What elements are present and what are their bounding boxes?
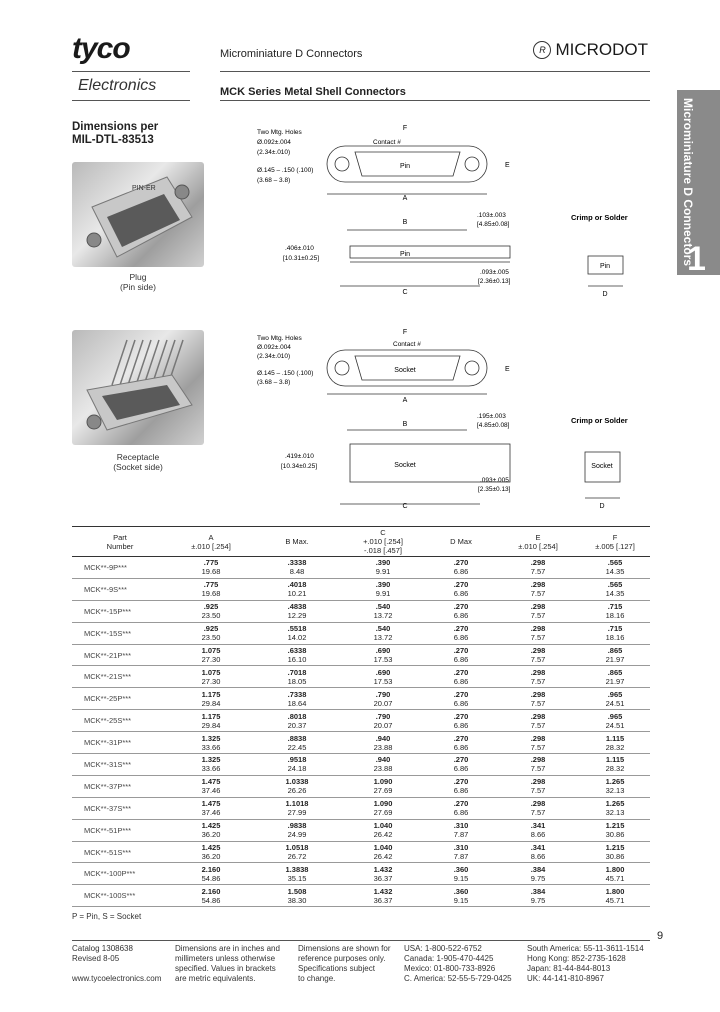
table-row — [72, 710, 650, 732]
cell-f: 1.800 45.71 — [605, 886, 625, 905]
footer-units-note: Dimensions are in inches and millimeters unless otherwise specified. Values in brackets are metric equivalents. — [175, 944, 280, 983]
table-row — [72, 688, 650, 710]
plug-side-label: Pin — [399, 251, 411, 258]
table-row — [72, 863, 650, 885]
receptacle-dim1: .195±.003 — [477, 413, 506, 420]
cell-part: MCK**-51P*** — [84, 825, 132, 835]
cell-e: .298 7.57 — [530, 580, 546, 599]
receptacle-holes-1: Two Mtg. Holes — [257, 335, 302, 342]
cell-f: 1.265 32.13 — [605, 777, 625, 796]
cell-c: .540 13.72 — [373, 624, 393, 643]
cell-d: .360 9.15 — [453, 886, 469, 905]
cell-d: .270 6.86 — [453, 602, 469, 621]
cell-part: MCK**-31S*** — [84, 759, 132, 769]
receptacle-caption-line2: (Socket side) — [113, 462, 163, 472]
cell-e: .298 7.57 — [530, 799, 546, 818]
footer-reference-note: Dimensions are shown for reference purposes only. Specifications subject to change. — [298, 944, 391, 983]
plug-dim1-metric: [4.85±0.08] — [477, 221, 510, 228]
receptacle-photo-graphic — [72, 330, 204, 445]
cell-a: .775 19.68 — [201, 580, 221, 599]
receptacle-dim-A: A — [402, 397, 408, 404]
series-title: MCK Series Metal Shell Connectors — [220, 86, 406, 98]
header-f: F ±.005 [.127] — [595, 532, 635, 551]
cell-b: .5518 14.02 — [287, 624, 307, 643]
cell-c: 1.090 27.69 — [373, 799, 393, 818]
logo-divider-lower — [72, 100, 190, 101]
cell-part: MCK**-31P*** — [84, 738, 132, 748]
plug-dim2-metric: [10.31±0.25] — [283, 255, 320, 262]
plug-caption-line1: Plug — [129, 272, 147, 282]
plug-dim3-metric: [2.36±0.13] — [478, 278, 511, 285]
plug-holes-2: Ø.092±.004 — [257, 139, 291, 146]
cell-e: .298 7.57 — [530, 711, 546, 730]
category-title: Microminiature D Connectors — [220, 48, 363, 60]
plug-holes-4: Ø.145 – .150 (.100) — [257, 167, 314, 174]
plug-dim-E: E — [505, 162, 510, 169]
cell-b: 1.0518 26.72 — [285, 843, 309, 862]
cell-f: 1.215 30.86 — [605, 821, 625, 840]
cell-b: .4838 12.29 — [287, 602, 307, 621]
cell-a: 2.160 54.86 — [201, 864, 221, 883]
cell-e: .341 8.66 — [530, 821, 546, 840]
plug-holes-1: Two Mtg. Holes — [257, 129, 302, 136]
plug-dim-D: D — [602, 291, 608, 298]
cell-f: 1.115 28.32 — [605, 755, 625, 774]
cell-b: .8838 22.45 — [287, 733, 307, 752]
dimensions-title-line1: Dimensions per — [72, 121, 159, 133]
table-row — [72, 819, 650, 841]
plug-drawing — [255, 118, 675, 303]
cell-f: .715 18.16 — [605, 624, 625, 643]
footer-contacts-americas: USA: 1-800-522-6752 Canada: 1-905-470-4425 Mexico: 01-800-733-8926 C. America: 52-55-5-729-0425 — [404, 944, 512, 983]
cell-part: MCK**-21P*** — [84, 650, 132, 660]
cell-b: 1.0338 26.26 — [285, 777, 309, 796]
plug-photo-graphic — [72, 162, 204, 267]
plug-dim-C: C — [402, 289, 408, 296]
cell-part: MCK**-15P*** — [84, 606, 132, 616]
table-header-row — [72, 527, 650, 557]
cell-a: 1.175 29.84 — [201, 689, 221, 708]
plug-dim1: .103±.003 — [477, 212, 506, 219]
receptacle-caption-line1: Receptacle — [116, 452, 160, 462]
header-e: E ±.010 [.254] — [518, 532, 558, 551]
cell-c: .790 20.07 — [373, 711, 393, 730]
cell-b: .4018 10.21 — [287, 580, 307, 599]
cell-c: 1.090 27.69 — [373, 777, 393, 796]
plug-holes-3: (2.34±.010) — [257, 149, 291, 156]
cell-e: .298 7.57 — [530, 755, 546, 774]
table-row — [72, 557, 650, 579]
microdot-brand-text: MICRODOT — [555, 40, 648, 59]
cell-part: MCK**-15S*** — [84, 628, 132, 638]
cell-f: .865 21.97 — [605, 646, 625, 664]
microdot-mark-icon: R — [533, 41, 551, 59]
header-a: A ±.010 [.254] — [191, 532, 231, 551]
cell-b: .3338 8.48 — [287, 558, 307, 577]
header-divider — [220, 71, 650, 72]
footer-divider — [72, 940, 650, 941]
cell-f: .965 24.51 — [605, 689, 625, 708]
cell-e: .298 7.57 — [530, 646, 546, 664]
receptacle-dim3: .093±.005 — [480, 477, 509, 484]
cell-c: .690 17.53 — [373, 646, 393, 664]
cell-d: .310 7.87 — [453, 821, 469, 840]
cell-f: .565 14.35 — [605, 580, 625, 599]
table-row — [72, 578, 650, 600]
table-row — [72, 732, 650, 754]
receptacle-dim-E: E — [505, 366, 510, 373]
table-row — [72, 600, 650, 622]
cell-f: .865 21.97 — [605, 667, 625, 686]
cell-b: 1.1018 27.99 — [285, 799, 309, 818]
cell-a: 1.325 33.66 — [201, 755, 221, 774]
header-part: Part Number — [106, 532, 134, 551]
cell-a: 1.325 33.66 — [201, 733, 221, 752]
header-d: D Max — [450, 537, 472, 546]
cell-f: 1.215 30.86 — [605, 843, 625, 862]
cell-part: MCK**-9S*** — [84, 584, 127, 594]
plug-detail-title: Crimp or Solder — [571, 213, 628, 222]
cell-a: .925 23.50 — [201, 602, 221, 621]
dimensions-title-line2: MIL-DTL-83513 — [72, 134, 154, 146]
cell-b: .7018 18.05 — [287, 667, 307, 686]
cell-c: 1.432 36.37 — [373, 886, 393, 905]
plug-dim-B: B — [402, 219, 408, 226]
cell-c: .390 9.91 — [375, 558, 391, 577]
cell-e: .384 9.75 — [530, 886, 546, 905]
table-row — [72, 666, 650, 688]
cell-e: .298 7.57 — [530, 602, 546, 621]
plug-face-label: Pin — [399, 163, 411, 170]
receptacle-detail-title: Crimp or Solder — [571, 416, 628, 425]
cell-a: 1.075 27.30 — [201, 667, 221, 686]
logo-divider — [72, 71, 190, 72]
table-row — [72, 775, 650, 797]
receptacle-caption — [72, 452, 204, 472]
series-divider — [220, 100, 650, 101]
cell-c: 1.040 26.42 — [373, 821, 393, 840]
cell-d: .270 6.86 — [453, 777, 469, 796]
dimensions-table — [72, 526, 650, 907]
cell-e: .384 9.75 — [530, 864, 546, 883]
header-b: B Max. — [285, 537, 309, 546]
cell-f: 1.265 32.13 — [605, 799, 625, 818]
footer-catalog: Catalog 1308638 Revised 8-05 www.tycoelectronics.com — [72, 944, 162, 983]
table-note: P = Pin, S = Socket — [72, 912, 142, 921]
cell-d: .270 6.86 — [453, 580, 469, 599]
side-tab — [677, 90, 720, 278]
table-row — [72, 841, 650, 863]
cell-b: .8018 20.37 — [287, 711, 307, 730]
receptacle-dim-B: B — [402, 421, 408, 428]
page-number: 9 — [657, 930, 664, 942]
cell-a: 1.475 37.46 — [201, 777, 221, 796]
cell-c: .790 20.07 — [373, 689, 393, 708]
plug-dim-F: F — [402, 125, 408, 132]
receptacle-drawing — [255, 322, 675, 512]
footer-website-link[interactable]: www.tycoelectronics.com — [72, 974, 162, 983]
cell-a: 1.425 36.20 — [201, 843, 221, 862]
receptacle-dim-F: F — [402, 329, 408, 336]
cell-part: MCK**-25P*** — [84, 694, 132, 704]
cell-b: 1.508 38.30 — [287, 886, 307, 905]
plug-contact-label: Contact # — [373, 139, 401, 146]
cell-e: .298 7.57 — [530, 733, 546, 752]
cell-part: MCK**-51S*** — [84, 847, 132, 857]
cell-f: 1.800 45.71 — [605, 864, 625, 883]
receptacle-contact-label: Contact # — [393, 341, 421, 348]
cell-b: .6338 16.10 — [287, 646, 307, 664]
cell-c: .940 23.88 — [373, 733, 393, 752]
receptacle-dim3-metric: [2.35±0.13] — [478, 486, 511, 493]
table-row — [72, 885, 650, 907]
dimensions-table-grid — [72, 526, 650, 907]
cell-d: .270 6.86 — [453, 689, 469, 708]
receptacle-dim2: .419±.010 — [285, 453, 314, 460]
side-tab-text: Microminiature D Connectors — [681, 98, 695, 267]
cell-e: .298 7.57 — [530, 667, 546, 686]
plug-caption-line2: (Pin side) — [120, 282, 156, 292]
cell-part: MCK**-100S*** — [84, 891, 136, 901]
cell-b: .9838 24.99 — [287, 821, 307, 840]
plug-dim3: .093±.005 — [480, 269, 509, 276]
cell-d: .270 6.86 — [453, 646, 469, 664]
cell-e: .298 7.57 — [530, 689, 546, 708]
dimensions-title — [72, 121, 158, 147]
receptacle-dim1-metric: [4.85±0.08] — [477, 422, 510, 429]
cell-part: MCK**-37S*** — [84, 803, 132, 813]
plug-photo-label: PIN-ER — [132, 185, 156, 192]
receptacle-holes-4: Ø.145 – .150 (.100) — [257, 370, 314, 377]
plug-holes-5: (3.68 – 3.8) — [257, 177, 291, 184]
cell-a: 1.425 36.20 — [201, 821, 221, 840]
cell-d: .270 6.86 — [453, 558, 469, 577]
cell-part: MCK**-25S*** — [84, 716, 132, 726]
cell-b: .9518 24.18 — [287, 755, 307, 774]
cell-c: 1.040 26.42 — [373, 843, 393, 862]
cell-d: .310 7.87 — [453, 843, 469, 862]
cell-d: .270 6.86 — [453, 799, 469, 818]
cell-c: .540 13.72 — [373, 602, 393, 621]
cell-c: .940 23.88 — [373, 755, 393, 774]
cell-a: .775 19.68 — [201, 558, 221, 577]
table-row — [72, 754, 650, 776]
plug-caption — [72, 272, 204, 292]
cell-c: .690 17.53 — [373, 667, 393, 686]
cell-d: .360 9.15 — [453, 864, 469, 883]
receptacle-dim-D: D — [599, 503, 605, 510]
cell-f: .965 24.51 — [605, 711, 625, 730]
table-row — [72, 797, 650, 819]
cell-d: .270 6.86 — [453, 755, 469, 774]
receptacle-dim2-metric: [10.34±0.25] — [281, 463, 318, 470]
cell-f: .715 18.16 — [605, 602, 625, 621]
header-c: C +.010 [.254] -.018 [.457] — [363, 528, 403, 555]
receptacle-photo — [72, 330, 204, 445]
side-tab-number: 1 — [687, 240, 706, 278]
cell-f: .565 14.35 — [605, 558, 625, 577]
cell-part: MCK**-100P*** — [84, 869, 136, 879]
cell-c: 1.432 36.37 — [373, 864, 393, 883]
table-row — [72, 622, 650, 644]
cell-e: .298 7.57 — [530, 624, 546, 643]
cell-b: .7338 18.64 — [287, 689, 307, 708]
cell-a: 2.160 54.86 — [201, 886, 221, 905]
cell-a: .925 23.50 — [201, 624, 221, 643]
tyco-logo: tyco — [72, 32, 130, 65]
cell-a: 1.175 29.84 — [201, 711, 221, 730]
receptacle-detail-label: Socket — [591, 463, 613, 470]
electronics-logo-text: Electronics — [78, 77, 157, 94]
cell-e: .341 8.66 — [530, 843, 546, 862]
cell-d: .270 6.86 — [453, 667, 469, 686]
table-row — [72, 644, 650, 666]
plug-detail-label: Pin — [599, 263, 611, 270]
cell-d: .270 6.86 — [453, 624, 469, 643]
cell-c: .390 9.91 — [375, 580, 391, 599]
receptacle-holes-3: (2.34±.010) — [257, 353, 291, 360]
receptacle-dim-C: C — [402, 503, 408, 510]
receptacle-face-label: Socket — [394, 367, 416, 374]
cell-part: MCK**-37P*** — [84, 781, 132, 791]
plug-dim-A: A — [402, 195, 408, 202]
cell-e: .298 7.57 — [530, 558, 546, 577]
plug-dim2: .406±.010 — [285, 245, 314, 252]
cell-part: MCK**-21S*** — [84, 672, 132, 682]
cell-part: MCK**-9P*** — [84, 562, 127, 572]
receptacle-holes-5: (3.68 – 3.8) — [257, 379, 291, 386]
cell-f: 1.115 28.32 — [605, 733, 625, 752]
footer-contacts-world: South America: 55-11-3611-1514 Hong Kong: 852-2735-1628 Japan: 81-44-844-8013 UK: 44-141-810-8967 — [527, 944, 644, 983]
cell-d: .270 6.86 — [453, 711, 469, 730]
receptacle-holes-2: Ø.092±.004 — [257, 344, 291, 351]
microdot-brand — [533, 40, 648, 60]
cell-e: .298 7.57 — [530, 777, 546, 796]
cell-b: 1.3838 35.15 — [285, 864, 309, 883]
plug-photo — [72, 162, 204, 267]
cell-a: 1.075 27.30 — [201, 646, 221, 664]
table-body — [72, 557, 650, 907]
cell-d: .270 6.86 — [453, 733, 469, 752]
cell-a: 1.475 37.46 — [201, 799, 221, 818]
receptacle-side-label: Socket — [394, 462, 416, 469]
